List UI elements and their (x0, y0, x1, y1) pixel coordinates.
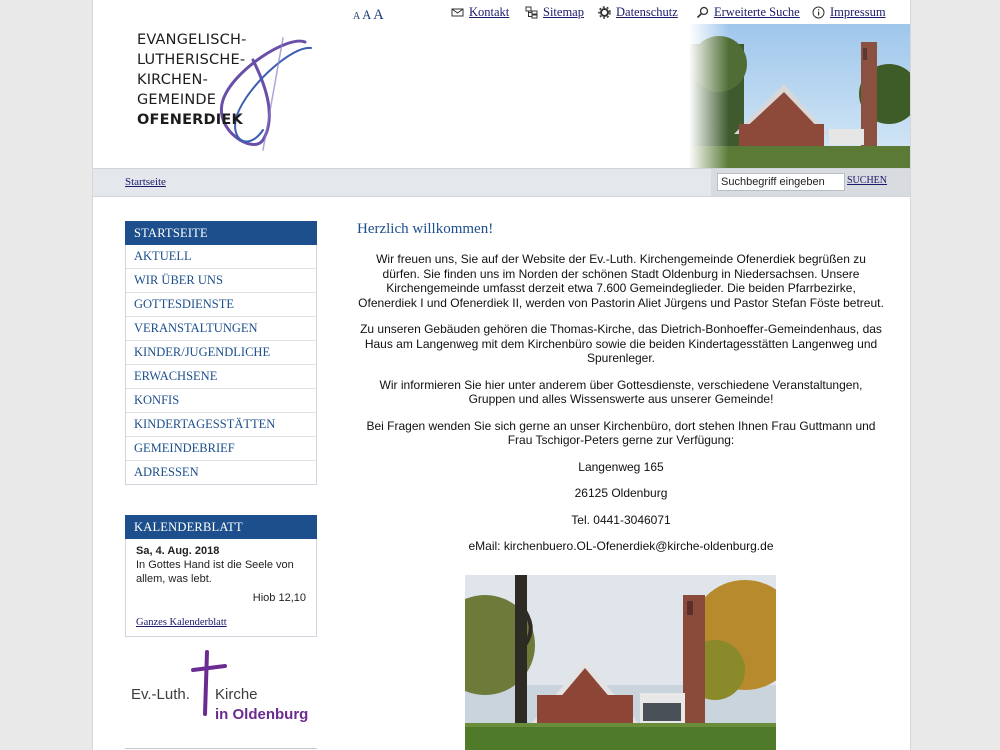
menu-item-veranstaltungen[interactable]: VERANSTALTUNGEN (126, 316, 316, 340)
full-calendar-link[interactable]: Ganzes Kalenderblatt (136, 617, 227, 628)
menu-item-gemeindebrief[interactable]: GEMEINDEBRIEF (126, 436, 316, 460)
breadcrumb-search-bar (93, 168, 910, 197)
info-icon (812, 6, 825, 19)
main-content (357, 221, 885, 554)
search-input[interactable] (717, 173, 845, 191)
menu-item-gottesdienste[interactable]: GOTTESDIENSTE (126, 292, 316, 316)
menu-item-adressen[interactable]: ADRESSEN (126, 460, 316, 484)
search-button[interactable]: SUCHEN (847, 175, 888, 186)
calendar-quote: In Gottes Hand ist die Seele von allem, was lebt. (136, 559, 294, 585)
nav-label: Kontakt (469, 5, 510, 19)
parish-name (137, 30, 247, 130)
sidebar-menu (125, 221, 317, 485)
address-phone: Tel. 0441-3046071 (571, 512, 671, 527)
nav-kontakt-link[interactable] (451, 5, 509, 20)
menu-item-kindertagesstaetten[interactable]: KINDERTAGESSTÄTTEN (126, 412, 316, 436)
info-paragraph: Wir informieren Sie hier unter anderem über Gottesdienste, verschiedene Veranstaltungen, Gruppen und alles Wissenswerte aus unserer Gemeinde! (379, 377, 863, 406)
header (93, 0, 910, 168)
church-header-photo (689, 24, 910, 168)
nav-datenschutz-link[interactable] (598, 5, 678, 20)
calendar-box (125, 515, 317, 637)
calendar-reference: Hiob 12,10 (252, 592, 306, 604)
menu-item-konfis[interactable]: KONFIS (126, 388, 316, 412)
menu-title-startseite[interactable]: STARTSEITE (125, 221, 317, 245)
font-size-switcher (353, 6, 386, 24)
buildings-paragraph: Zu unseren Gebäuden gehören die Thomas-Kirche, das Dietrich-Bonhoeffer-Gemeindenhaus, das Haus am Langenweg mit dem Kirchenbüro sowie die beiden Kindertagesstätten Langenweg und Spurenleger. (360, 322, 882, 365)
nav-label: Impressum (830, 5, 886, 19)
sitemap-icon (525, 6, 538, 19)
menu-list (125, 245, 317, 485)
menu-item-aktuell[interactable]: AKTUELL (134, 249, 192, 263)
breadcrumb-startseite-link[interactable]: Startseite (125, 176, 166, 188)
contact-paragraph: Bei Fragen wenden Sie sich gerne an unser Kirchenbüro, dort stehen Ihnen Frau Guttmann und Frau Tschigor-Peters gerne zur Verfügung: (366, 418, 876, 447)
parish-name-line: LUTHERISCHE- (137, 52, 246, 68)
church-logo-line: in Oldenburg (215, 706, 309, 723)
font-size-large-button[interactable]: A (373, 7, 384, 23)
envelope-icon (451, 6, 464, 19)
ev-luth-kirche-oldenburg-logo[interactable] (127, 648, 317, 732)
search-form (711, 169, 910, 196)
nav-impressum-link[interactable] (812, 5, 886, 20)
parish-name-line: KIRCHEN- (137, 72, 209, 88)
nav-sitemap-link[interactable] (525, 5, 584, 20)
gear-icon (598, 6, 611, 19)
church-logo-line: Ev.-Luth. (131, 686, 190, 703)
parish-logo[interactable] (133, 26, 323, 161)
font-size-medium-button[interactable]: A (362, 8, 372, 22)
page-title: Herzlich willkommen! (357, 221, 494, 237)
menu-item-wir-ueber-uns[interactable]: WIR ÜBER UNS (126, 268, 316, 292)
office-address (357, 460, 885, 554)
address-email[interactable]: eMail: kirchenbuero.OL-Ofenerdiek@kirche-oldenburg.de (468, 539, 774, 553)
intro-paragraph: Wir freuen uns, Sie auf der Website der Ev.-Luth. Kirchengemeinde Ofenerdiek begrüßen zu dürfen. Sie finden uns im Norden der schönen Stadt Oldenburg in Niedersachsen. Unsere Kirchengemeinde umfasst derzeit etwa 7.600 Gemeindeglieder. Die beiden Pfarrbezirke, Ofenerdiek I und Ofenerdiek II, werden von Pastorin Aliet Jürgens und Pastor Stefan Föste betreut. (358, 252, 884, 310)
nav-label: Erweiterte Suche (714, 5, 800, 19)
calendar-body (125, 539, 317, 637)
parish-name-line: GEMEINDE (137, 92, 217, 108)
menu-item-kinder-jugendliche[interactable]: KINDER/JUGENDLICHE (126, 340, 316, 364)
address-street: Langenweg 165 (578, 459, 664, 474)
church-logo-line: Kirche (215, 686, 258, 703)
parish-name-line: OFENERDIEK (137, 112, 243, 128)
address-city: 26125 Oldenburg (574, 486, 668, 500)
font-size-small-button[interactable]: A (353, 11, 361, 22)
parish-name-line: EVANGELISCH- (137, 32, 247, 48)
page (92, 0, 911, 750)
church-photo (465, 575, 776, 750)
menu-item-erwachsene[interactable]: ERWACHSENE (126, 364, 316, 388)
search-icon (696, 6, 709, 19)
nav-erweiterte-suche-link[interactable] (696, 5, 800, 20)
nav-label: Datenschutz (616, 5, 678, 19)
calendar-title: KALENDERBLATT (125, 515, 317, 539)
calendar-date: Sa, 4. Aug. 2018 (136, 545, 220, 557)
sidebar-divider (125, 748, 317, 749)
nav-label: Sitemap (543, 5, 584, 19)
